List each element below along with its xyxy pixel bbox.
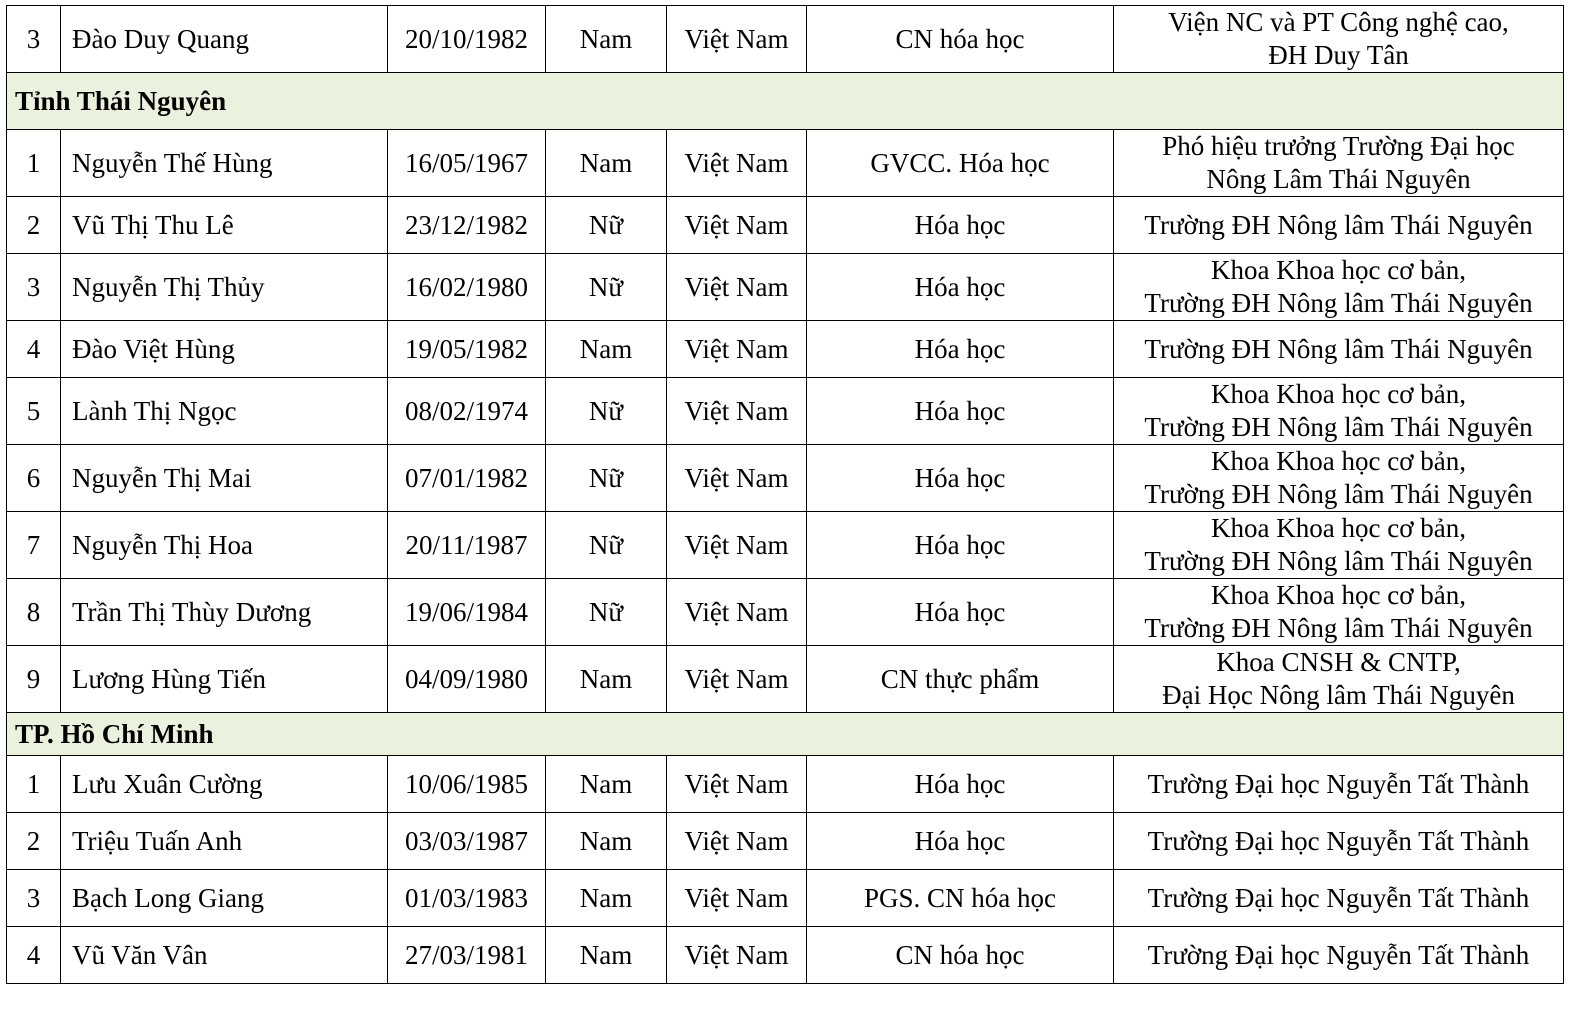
organization-cell bbox=[1114, 254, 1564, 321]
stt-cell: 1 bbox=[7, 130, 61, 197]
specialty-cell: Hóa học bbox=[807, 579, 1114, 646]
dob-cell: 20/10/1982 bbox=[388, 6, 546, 73]
name-cell: Vũ Thị Thu Lê bbox=[61, 197, 388, 254]
sex-cell: Nữ bbox=[546, 197, 667, 254]
sex-cell: Nam bbox=[546, 646, 667, 713]
specialty-cell: Hóa học bbox=[807, 512, 1114, 579]
dob-cell: 19/05/1982 bbox=[388, 321, 546, 378]
sex-cell: Nữ bbox=[546, 579, 667, 646]
specialty-cell: Hóa học bbox=[807, 813, 1114, 870]
section-title: Tỉnh Thái Nguyên bbox=[7, 73, 1564, 130]
nationality-cell: Việt Nam bbox=[667, 927, 807, 984]
organization-line: Khoa Khoa học cơ bản, bbox=[1211, 379, 1466, 409]
nationality-cell: Việt Nam bbox=[667, 756, 807, 813]
specialty-cell: CN hóa học bbox=[807, 6, 1114, 73]
organization-line: Nông Lâm Thái Nguyên bbox=[1206, 164, 1471, 194]
organization-cell bbox=[1114, 378, 1564, 445]
organization-line: Trường ĐH Nông lâm Thái Nguyên bbox=[1144, 613, 1533, 643]
section-header-row bbox=[7, 713, 1564, 756]
sex-cell: Nữ bbox=[546, 254, 667, 321]
organization-line: Trường ĐH Nông lâm Thái Nguyên bbox=[1144, 412, 1533, 442]
name-cell: Lưu Xuân Cường bbox=[61, 756, 388, 813]
organization-line: Khoa Khoa học cơ bản, bbox=[1211, 446, 1466, 476]
dob-cell: 23/12/1982 bbox=[388, 197, 546, 254]
table-row bbox=[7, 512, 1564, 579]
organization-cell: Trường Đại học Nguyễn Tất Thành bbox=[1114, 813, 1564, 870]
table-row bbox=[7, 254, 1564, 321]
name-cell: Bạch Long Giang bbox=[61, 870, 388, 927]
stt-cell: 3 bbox=[7, 254, 61, 321]
organization-cell: Trường ĐH Nông lâm Thái Nguyên bbox=[1114, 197, 1564, 254]
organization-line: Viện NC và PT Công nghệ cao, bbox=[1168, 7, 1509, 37]
section-header-row bbox=[7, 73, 1564, 130]
organization-line: ĐH Duy Tân bbox=[1268, 40, 1409, 70]
organization-line: Trường ĐH Nông lâm Thái Nguyên bbox=[1144, 479, 1533, 509]
sex-cell: Nam bbox=[546, 813, 667, 870]
sex-cell: Nam bbox=[546, 321, 667, 378]
organization-line: Khoa Khoa học cơ bản, bbox=[1211, 580, 1466, 610]
nationality-cell: Việt Nam bbox=[667, 197, 807, 254]
nationality-cell: Việt Nam bbox=[667, 130, 807, 197]
name-cell: Triệu Tuấn Anh bbox=[61, 813, 388, 870]
dob-cell: 20/11/1987 bbox=[388, 512, 546, 579]
organization-cell: Trường Đại học Nguyễn Tất Thành bbox=[1114, 870, 1564, 927]
nationality-cell: Việt Nam bbox=[667, 254, 807, 321]
specialty-cell: CN thực phẩm bbox=[807, 646, 1114, 713]
organization-line: Khoa Khoa học cơ bản, bbox=[1211, 513, 1466, 543]
dob-cell: 27/03/1981 bbox=[388, 927, 546, 984]
dob-cell: 08/02/1974 bbox=[388, 378, 546, 445]
sex-cell: Nam bbox=[546, 927, 667, 984]
stt-cell: 2 bbox=[7, 197, 61, 254]
nationality-cell: Việt Nam bbox=[667, 321, 807, 378]
stt-cell: 6 bbox=[7, 445, 61, 512]
specialty-cell: Hóa học bbox=[807, 378, 1114, 445]
dob-cell: 07/01/1982 bbox=[388, 445, 546, 512]
table-row bbox=[7, 445, 1564, 512]
stt-cell: 1 bbox=[7, 756, 61, 813]
table-row bbox=[7, 870, 1564, 927]
name-cell: Đào Việt Hùng bbox=[61, 321, 388, 378]
personnel-table bbox=[6, 5, 1564, 984]
organization-line: Khoa CNSH & CNTP, bbox=[1216, 647, 1461, 677]
stt-cell: 8 bbox=[7, 579, 61, 646]
specialty-cell: PGS. CN hóa học bbox=[807, 870, 1114, 927]
stt-cell: 4 bbox=[7, 927, 61, 984]
specialty-cell: Hóa học bbox=[807, 756, 1114, 813]
name-cell: Nguyễn Thị Mai bbox=[61, 445, 388, 512]
dob-cell: 16/05/1967 bbox=[388, 130, 546, 197]
sex-cell: Nam bbox=[546, 6, 667, 73]
name-cell: Nguyễn Thị Thủy bbox=[61, 254, 388, 321]
dob-cell: 19/06/1984 bbox=[388, 579, 546, 646]
specialty-cell: Hóa học bbox=[807, 321, 1114, 378]
stt-cell: 5 bbox=[7, 378, 61, 445]
table-row bbox=[7, 197, 1564, 254]
table-row bbox=[7, 6, 1564, 73]
organization-cell bbox=[1114, 6, 1564, 73]
table-row bbox=[7, 646, 1564, 713]
specialty-cell: Hóa học bbox=[807, 445, 1114, 512]
specialty-cell: CN hóa học bbox=[807, 927, 1114, 984]
organization-cell: Trường ĐH Nông lâm Thái Nguyên bbox=[1114, 321, 1564, 378]
sex-cell: Nam bbox=[546, 756, 667, 813]
organization-cell bbox=[1114, 445, 1564, 512]
specialty-cell: Hóa học bbox=[807, 197, 1114, 254]
table-row bbox=[7, 321, 1564, 378]
name-cell: Nguyễn Thế Hùng bbox=[61, 130, 388, 197]
organization-cell: Trường Đại học Nguyễn Tất Thành bbox=[1114, 756, 1564, 813]
sex-cell: Nam bbox=[546, 870, 667, 927]
name-cell: Nguyễn Thị Hoa bbox=[61, 512, 388, 579]
table-row bbox=[7, 813, 1564, 870]
organization-cell: Trường Đại học Nguyễn Tất Thành bbox=[1114, 927, 1564, 984]
organization-cell bbox=[1114, 646, 1564, 713]
specialty-cell: GVCC. Hóa học bbox=[807, 130, 1114, 197]
sex-cell: Nam bbox=[546, 130, 667, 197]
table-row bbox=[7, 756, 1564, 813]
organization-line: Trường ĐH Nông lâm Thái Nguyên bbox=[1144, 546, 1533, 576]
stt-cell: 2 bbox=[7, 813, 61, 870]
organization-line: Phó hiệu trưởng Trường Đại học bbox=[1162, 131, 1515, 161]
organization-line: Đại Học Nông lâm Thái Nguyên bbox=[1162, 680, 1515, 710]
table-row bbox=[7, 130, 1564, 197]
nationality-cell: Việt Nam bbox=[667, 579, 807, 646]
nationality-cell: Việt Nam bbox=[667, 6, 807, 73]
name-cell: Trần Thị Thùy Dương bbox=[61, 579, 388, 646]
nationality-cell: Việt Nam bbox=[667, 646, 807, 713]
stt-cell: 9 bbox=[7, 646, 61, 713]
dob-cell: 16/02/1980 bbox=[388, 254, 546, 321]
sex-cell: Nữ bbox=[546, 445, 667, 512]
organization-cell bbox=[1114, 512, 1564, 579]
stt-cell: 3 bbox=[7, 6, 61, 73]
dob-cell: 03/03/1987 bbox=[388, 813, 546, 870]
stt-cell: 3 bbox=[7, 870, 61, 927]
nationality-cell: Việt Nam bbox=[667, 870, 807, 927]
table-row bbox=[7, 579, 1564, 646]
name-cell: Đào Duy Quang bbox=[61, 6, 388, 73]
stt-cell: 4 bbox=[7, 321, 61, 378]
name-cell: Lương Hùng Tiến bbox=[61, 646, 388, 713]
sex-cell: Nữ bbox=[546, 512, 667, 579]
section-title: TP. Hồ Chí Minh bbox=[7, 713, 1564, 756]
name-cell: Vũ Văn Vân bbox=[61, 927, 388, 984]
dob-cell: 10/06/1985 bbox=[388, 756, 546, 813]
organization-line: Trường ĐH Nông lâm Thái Nguyên bbox=[1144, 288, 1533, 318]
specialty-cell: Hóa học bbox=[807, 254, 1114, 321]
nationality-cell: Việt Nam bbox=[667, 512, 807, 579]
stt-cell: 7 bbox=[7, 512, 61, 579]
dob-cell: 01/03/1983 bbox=[388, 870, 546, 927]
dob-cell: 04/09/1980 bbox=[388, 646, 546, 713]
name-cell: Lành Thị Ngọc bbox=[61, 378, 388, 445]
organization-cell bbox=[1114, 130, 1564, 197]
organization-cell bbox=[1114, 579, 1564, 646]
table-row bbox=[7, 378, 1564, 445]
nationality-cell: Việt Nam bbox=[667, 445, 807, 512]
sex-cell: Nữ bbox=[546, 378, 667, 445]
nationality-cell: Việt Nam bbox=[667, 378, 807, 445]
table-row bbox=[7, 927, 1564, 984]
organization-line: Khoa Khoa học cơ bản, bbox=[1211, 255, 1466, 285]
nationality-cell: Việt Nam bbox=[667, 813, 807, 870]
